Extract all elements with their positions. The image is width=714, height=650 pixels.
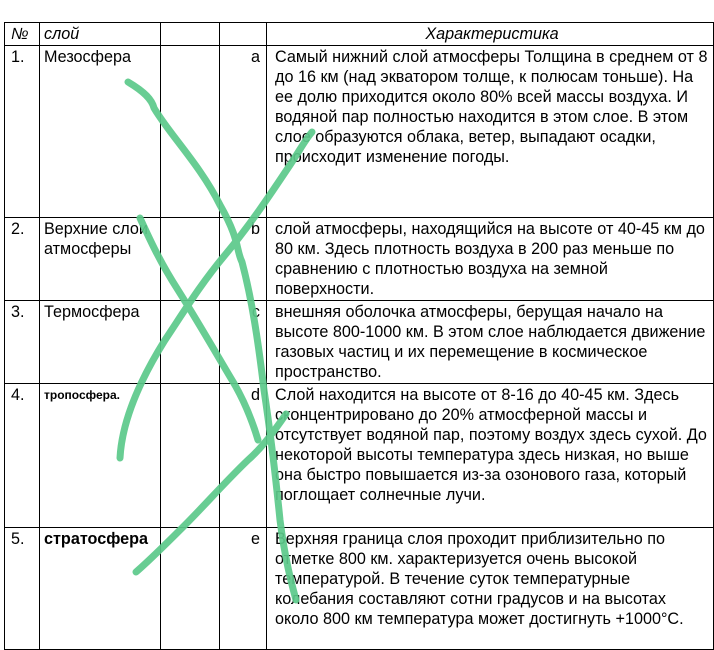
layer-characteristic: слой атмосферы, находящийся на высоте от 40-45 км до 80 км. Здесь плотность воздуха в 200 раз меньше по сравнению с плотностью воздуха на земной поверхности. bbox=[267, 218, 714, 301]
layer-characteristic: внешняя оболочка атмосферы, берущая начало на высоте 800-1000 км. В этом слое наблюдается движение газовых частиц и их перемещение в космическое пространство. bbox=[267, 301, 714, 384]
empty-cell bbox=[161, 528, 220, 650]
layer-name: Верхние слои атмосферы bbox=[40, 218, 161, 301]
empty-cell bbox=[161, 46, 220, 218]
header-empty-col bbox=[161, 23, 220, 46]
atmosphere-layers-table-container bbox=[4, 22, 714, 650]
layer-name: стратосфера bbox=[40, 528, 161, 650]
row-letter: b bbox=[220, 218, 267, 301]
table-row bbox=[5, 301, 714, 384]
layer-characteristic: Верхняя граница слоя проходит приблизительно по отметке 800 км. характеризуется очень высокой температурой. В течение суток температурные колебания составляют сотни градусов и на высотах около 800 км температура может достигнуть +1000°С. bbox=[267, 528, 714, 650]
empty-cell bbox=[161, 218, 220, 301]
row-number: 1. bbox=[5, 46, 40, 218]
row-number: 3. bbox=[5, 301, 40, 384]
row-letter: c bbox=[220, 301, 267, 384]
header-layer: слой bbox=[40, 23, 161, 46]
empty-cell bbox=[161, 384, 220, 528]
layer-characteristic: Самый нижний слой атмосферы Толщина в среднем от 8 до 16 км (над экватором толще, к полюсам тоньше). На ее долю приходится около 80% всей массы воздуха. И водяной пар полностью находится в этом слое. В этом слое образуются облака, ветер, выпадают осадки, происходит изменение погоды. bbox=[267, 46, 714, 218]
header-characteristic: Характеристика bbox=[267, 23, 714, 46]
table-header-row bbox=[5, 23, 714, 46]
table-row bbox=[5, 384, 714, 528]
layer-name: Термосфера bbox=[40, 301, 161, 384]
layer-name: тропосфера. bbox=[40, 384, 161, 528]
empty-cell bbox=[161, 301, 220, 384]
table-row bbox=[5, 528, 714, 650]
row-number: 4. bbox=[5, 384, 40, 528]
row-letter: a bbox=[220, 46, 267, 218]
header-num: № bbox=[5, 23, 40, 46]
header-letter-col bbox=[220, 23, 267, 46]
row-letter: e bbox=[220, 528, 267, 650]
layer-name: Мезосфера bbox=[40, 46, 161, 218]
row-number: 2. bbox=[5, 218, 40, 301]
row-letter: d bbox=[220, 384, 267, 528]
layer-characteristic: Слой находится на высоте от 8-16 до 40-45 км. Здесь сконцентрировано до 20% атмосферной массы и отсутствует водяной пар, поэтому воздух здесь сухой. До некоторой высоты температура здесь низкая, но выше она быстро повышается из-за озонового газа, который поглощает солнечные лучи. bbox=[267, 384, 714, 528]
row-number: 5. bbox=[5, 528, 40, 650]
table-row bbox=[5, 218, 714, 301]
table-row bbox=[5, 46, 714, 218]
atmosphere-layers-table bbox=[4, 22, 714, 650]
